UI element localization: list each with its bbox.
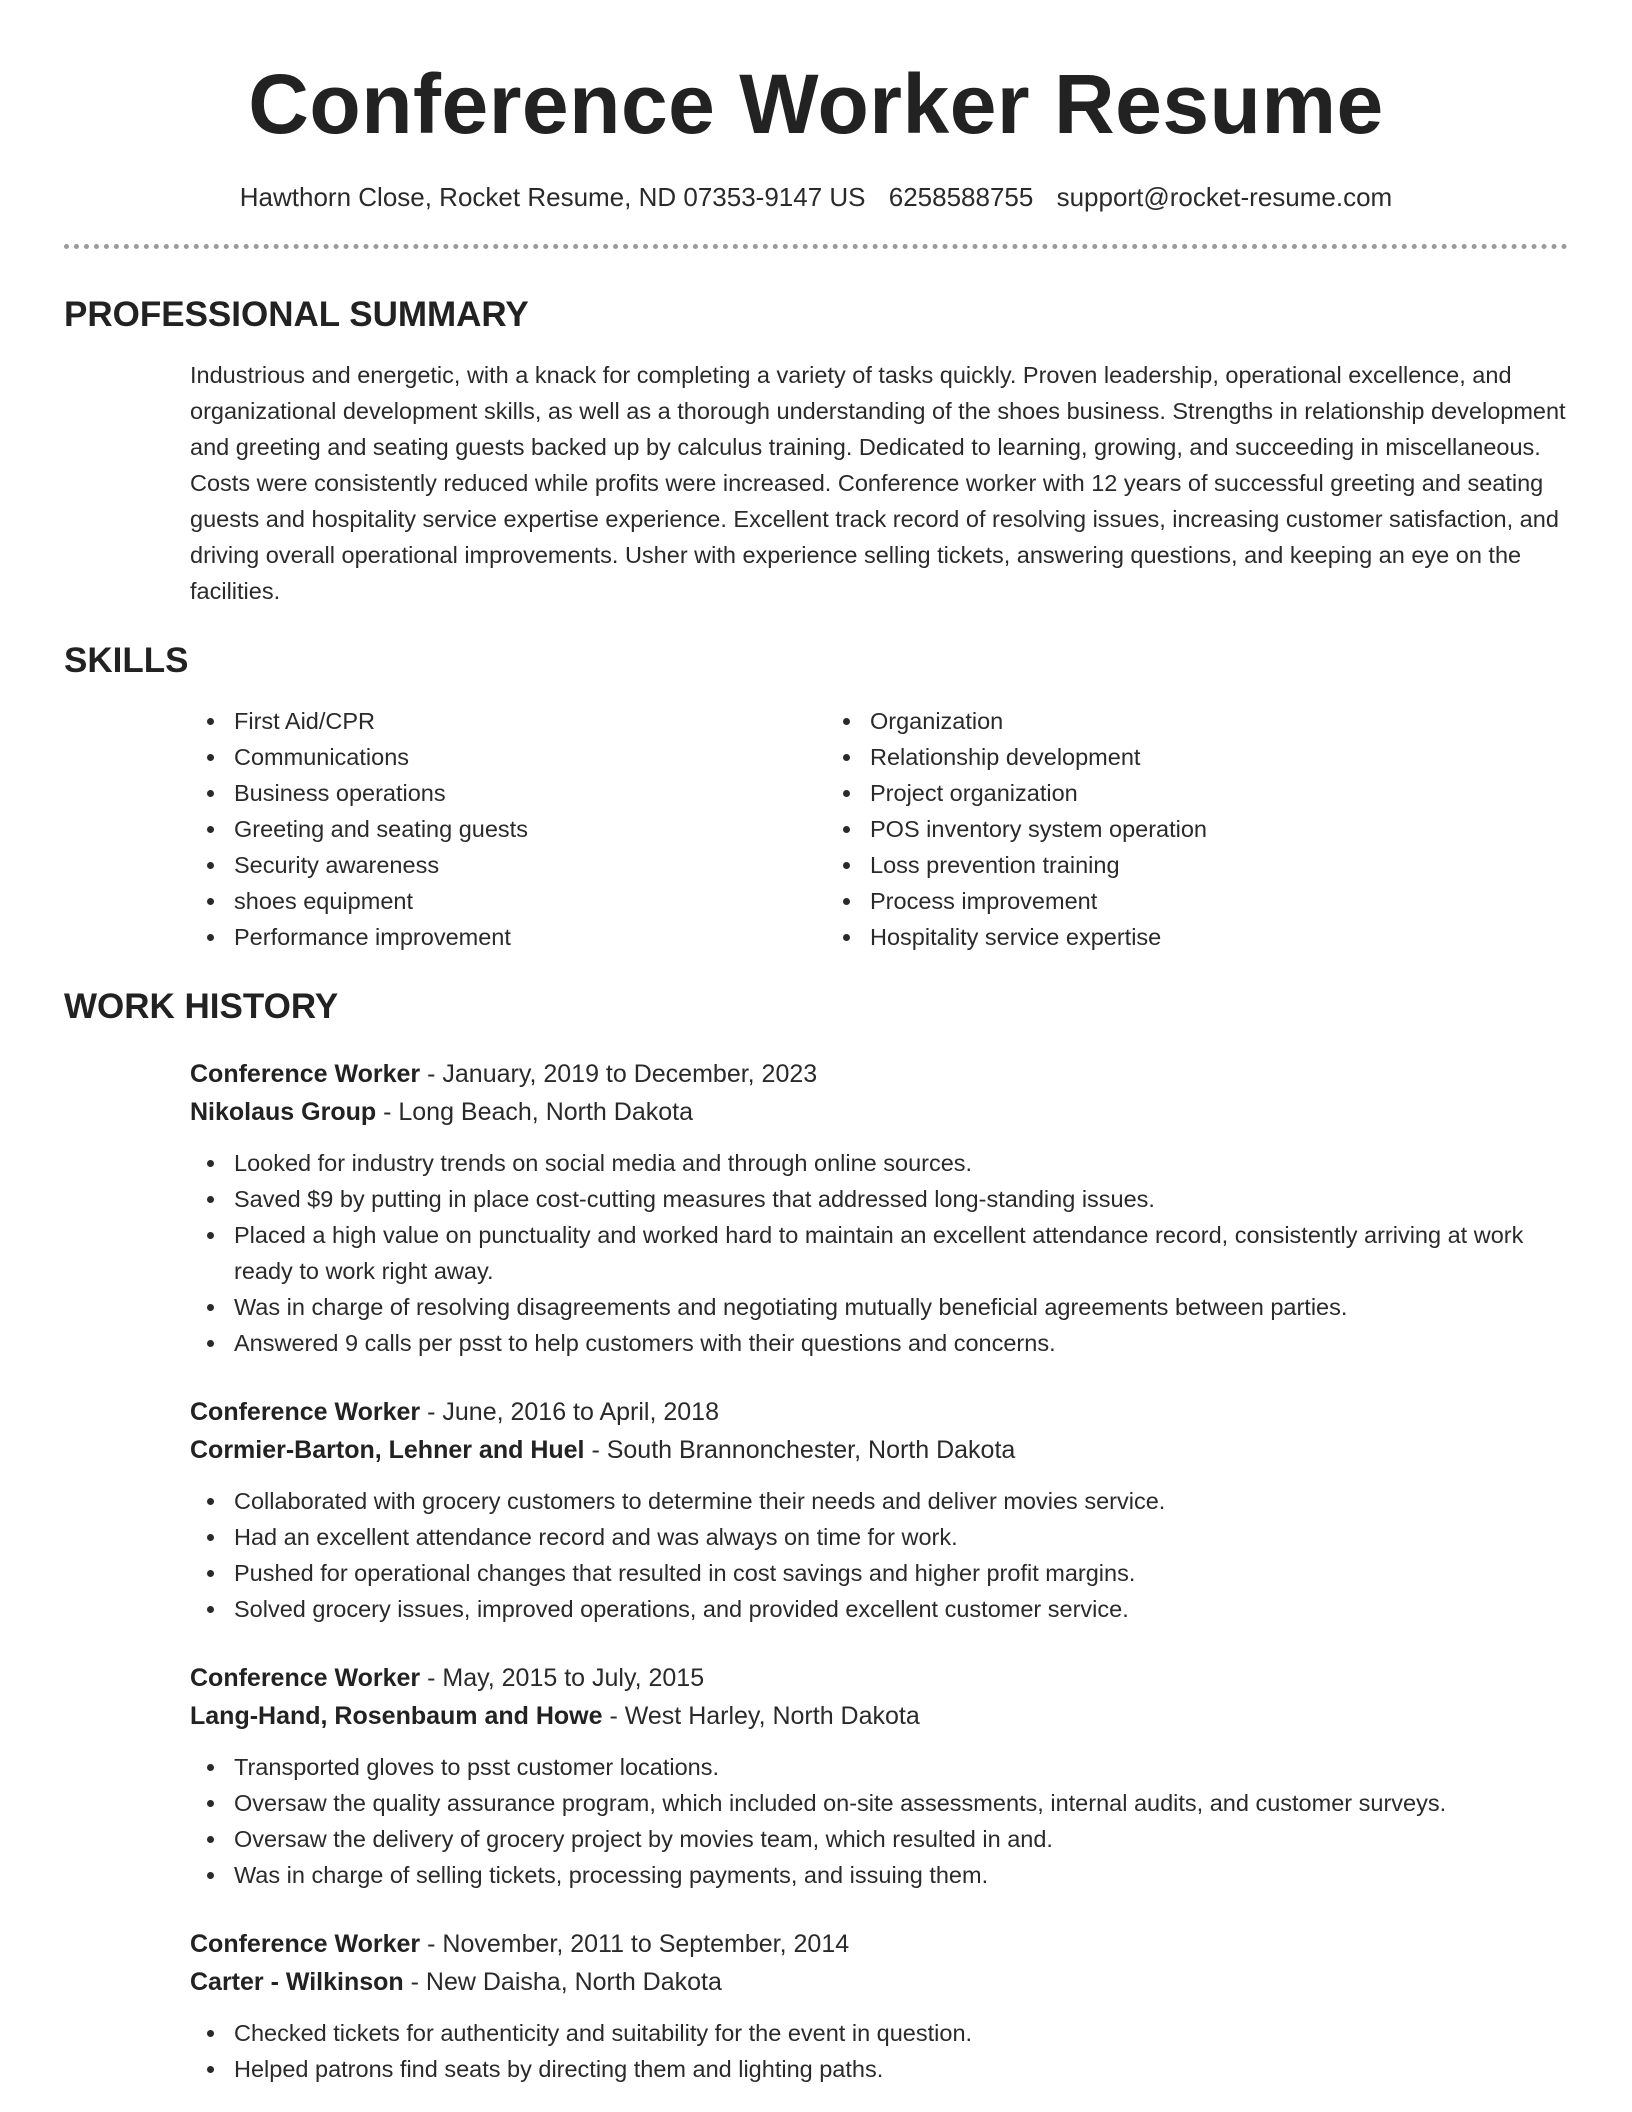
job-company: Carter - Wilkinson [190,1968,404,1996]
skill-item: Relationship development [870,739,1207,775]
skill-item: Business operations [234,775,826,811]
job-company-line [190,1697,1568,1735]
skill-item: shoes equipment [234,883,826,919]
job-duties [190,1749,1568,1893]
skill-item: Loss prevention training [870,847,1207,883]
skills-column-left [190,703,826,955]
job-company: Lang-Hand, Rosenbaum and Howe [190,1702,603,1730]
job-title-line [190,1659,1568,1697]
job-title: Conference Worker [190,1060,421,1088]
resume-page [64,0,1568,2087]
skill-item: Hospitality service expertise [870,919,1207,955]
job-location: - Long Beach, North Dakota [376,1098,693,1126]
skill-item: Communications [234,739,826,775]
job-company-line [190,1963,1568,2001]
duty-item: Helped patrons find seats by directing them and lighting paths. [234,2051,1568,2087]
skill-item: Organization [870,703,1207,739]
duty-item: Was in charge of selling tickets, processing payments, and issuing them. [234,1857,1568,1893]
job-title: Conference Worker [190,1930,421,1958]
job-dates: - June, 2016 to April, 2018 [420,1398,719,1426]
skill-item: Process improvement [870,883,1207,919]
job-entry [190,1925,1568,2087]
job-location: - South Brannonchester, North Dakota [584,1436,1016,1464]
duty-item: Placed a high value on punctuality and worked hard to maintain an excellent attendance record, consistently arriving at work ready to work right away. [234,1217,1568,1289]
duty-item: Solved grocery issues, improved operations, and provided excellent customer service. [234,1591,1568,1627]
resume-title: Conference Worker Resume [248,57,1384,151]
job-title-line [190,1925,1568,1963]
job-duties [190,1483,1568,1627]
section-heading-summary: PROFESSIONAL SUMMARY [64,295,529,334]
duty-item: Pushed for operational changes that resulted in cost savings and higher profit margins. [234,1555,1568,1591]
skills-list [190,703,1568,955]
duty-item: Had an excellent attendance record and was always on time for work. [234,1519,1568,1555]
job-entry [190,1393,1568,1627]
duty-item: Oversaw the quality assurance program, which included on-site assessments, internal audits, and customer surveys. [234,1785,1568,1821]
job-location: - West Harley, North Dakota [602,1702,920,1730]
job-title-line [190,1393,1568,1431]
job-duties [190,2015,1568,2087]
job-company-line [190,1093,1568,1131]
skills-column-right [826,703,1207,955]
job-location: - New Daisha, North Dakota [403,1968,722,1996]
skill-item: POS inventory system operation [870,811,1207,847]
job-dates: - November, 2011 to September, 2014 [420,1930,850,1958]
job-entry [190,1659,1568,1893]
job-company: Cormier-Barton, Lehner and Huel [190,1436,585,1464]
duty-item: Oversaw the delivery of grocery project by movies team, which resulted in and. [234,1821,1568,1857]
contact-info [64,180,1568,214]
contact-address: Hawthorn Close, Rocket Resume, ND 07353-9147 US [239,182,866,212]
job-duties [190,1145,1568,1361]
duty-item: Looked for industry trends on social media and through online sources. [234,1145,1568,1181]
contact-phone: 6258588755 [888,182,1034,212]
job-title: Conference Worker [190,1398,421,1426]
duty-item: Collaborated with grocery customers to determine their needs and deliver movies service. [234,1483,1568,1519]
skill-item: Project organization [870,775,1207,811]
skill-item: Performance improvement [234,919,826,955]
skill-item: Security awareness [234,847,826,883]
skill-item: Greeting and seating guests [234,811,826,847]
duty-item: Transported gloves to psst customer locations. [234,1749,1568,1785]
section-heading-skills: SKILLS [64,641,189,680]
job-company: Nikolaus Group [190,1098,377,1126]
job-title: Conference Worker [190,1664,421,1692]
job-company-line [190,1431,1568,1469]
section-heading-work-history: WORK HISTORY [64,987,339,1026]
skill-item: First Aid/CPR [234,703,826,739]
job-title-line [190,1055,1568,1093]
duty-item: Was in charge of resolving disagreements and negotiating mutually beneficial agreements between parties. [234,1289,1568,1325]
job-entry [190,1055,1568,1361]
summary-text: Industrious and energetic, with a knack for completing a variety of tasks quickly. Proven leadership, operational excellence, and organizational development skills, as well as a thorough understanding of the shoes business. Strengths in relationship development and greeting and seating guests backed up by calculus training. Dedicated to learning, growing, and succeeding in miscellaneous. Costs were consistently reduced while profits were increased. Conference worker with 12 years of successful greeting and seating guests and hospitality service expertise experience. Excellent track record of resolving issues, increasing customer satisfaction, and driving overall operational improvements. Usher with experience selling tickets, answering questions, and keeping an eye on the facilities. [190,362,1566,604]
duty-item: Answered 9 calls per psst to help customers with their questions and concerns. [234,1325,1568,1361]
header-divider [64,244,1568,249]
job-dates: - May, 2015 to July, 2015 [420,1664,705,1692]
duty-item: Checked tickets for authenticity and suitability for the event in question. [234,2015,1568,2051]
contact-email: support@rocket-resume.com [1056,182,1393,212]
duty-item: Saved $9 by putting in place cost-cutting measures that addressed long-standing issues. [234,1181,1568,1217]
job-dates: - January, 2019 to December, 2023 [420,1060,818,1088]
